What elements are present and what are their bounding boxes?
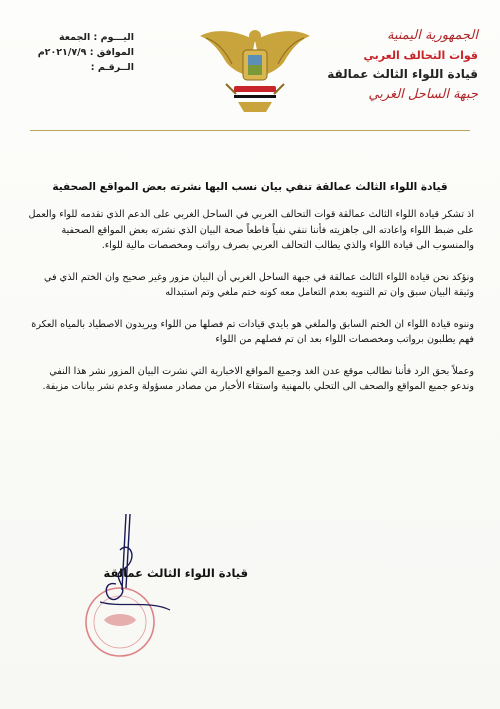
paragraph-3: وننوه قيادة اللواء ان الختم السابق والملغي هو بايدي قيادات تم فصلها من اللواء ويريدون الاصطياد بالمياه العكرة فهم يطلبون برواتب ومخصصات اللواء بعد ان تم فصلهم من اللواء [31,318,474,345]
paragraph-1: اذ تشكر قيادة اللواء الثالث عمالقة قوات التحالف العربي في الساحل الغربي على الدعم الذي تقدمه للواء والعمل على ضبط اللواء واعادته الى جاهزيته فأننا ننفي نفياً قاطعاً صحة البيان الذي نشرته بعض المواقع الصحفية والمنسوب الى قيادة اللواء والذي يطالب التحالف العربي بصرف رواتب ومخصصات مالية للواء. [28,209,474,251]
signature-stamp-area [60,510,200,660]
reference-field: الــرقـم : [90,62,134,73]
letterhead-right [318,28,478,102]
front-name: جبهة الساحل الغربي [368,87,478,102]
eagle-emblem-icon [196,22,314,122]
paragraph-4: وعملاً بحق الرد فأننا نطالب موقع عدن الغد وجميع المواقع الاخبارية التي نشرت البيان المزور نشر هذا النفي وندعو جميع المواقع والصحف الى التحلي بالمهنية واستقاء الأخبار من مصادر مسؤولة وعدم نشر بيانات مزيفة. [42,365,474,392]
forces-name: قوات التحالف العربي [363,49,478,62]
day-field: اليـــوم : الجمعة [59,32,134,43]
date-field: الموافق : ٢٠٢١/٧/٩م [37,47,134,58]
paragraph-2: ونؤكد نحن قيادة اللواء الثالث عمالقة في جبهة الساحل الغربي أن البيان مزور وغير صحيح وان الختم الذي في وثيقة البيان سبق وان تم التنويه بعدم التعامل معه كونه ختم ملغي وتم استبداله [44,271,474,298]
country-name: الجمهورية اليمنية [386,28,478,43]
brigade-name: قيادة اللواء الثالث عمالقة [327,67,478,81]
signature-line: قيادة اللواء الثالث عمالقة [103,566,248,580]
header-divider [30,130,470,131]
letterhead-left [24,30,134,75]
document-title: قيادة اللواء الثالث عمالقة تنفي بيان نسب اليها نشرته بعض المواقع الصحفية [52,181,448,193]
document-body [26,207,474,411]
handwritten-signature [106,514,132,600]
